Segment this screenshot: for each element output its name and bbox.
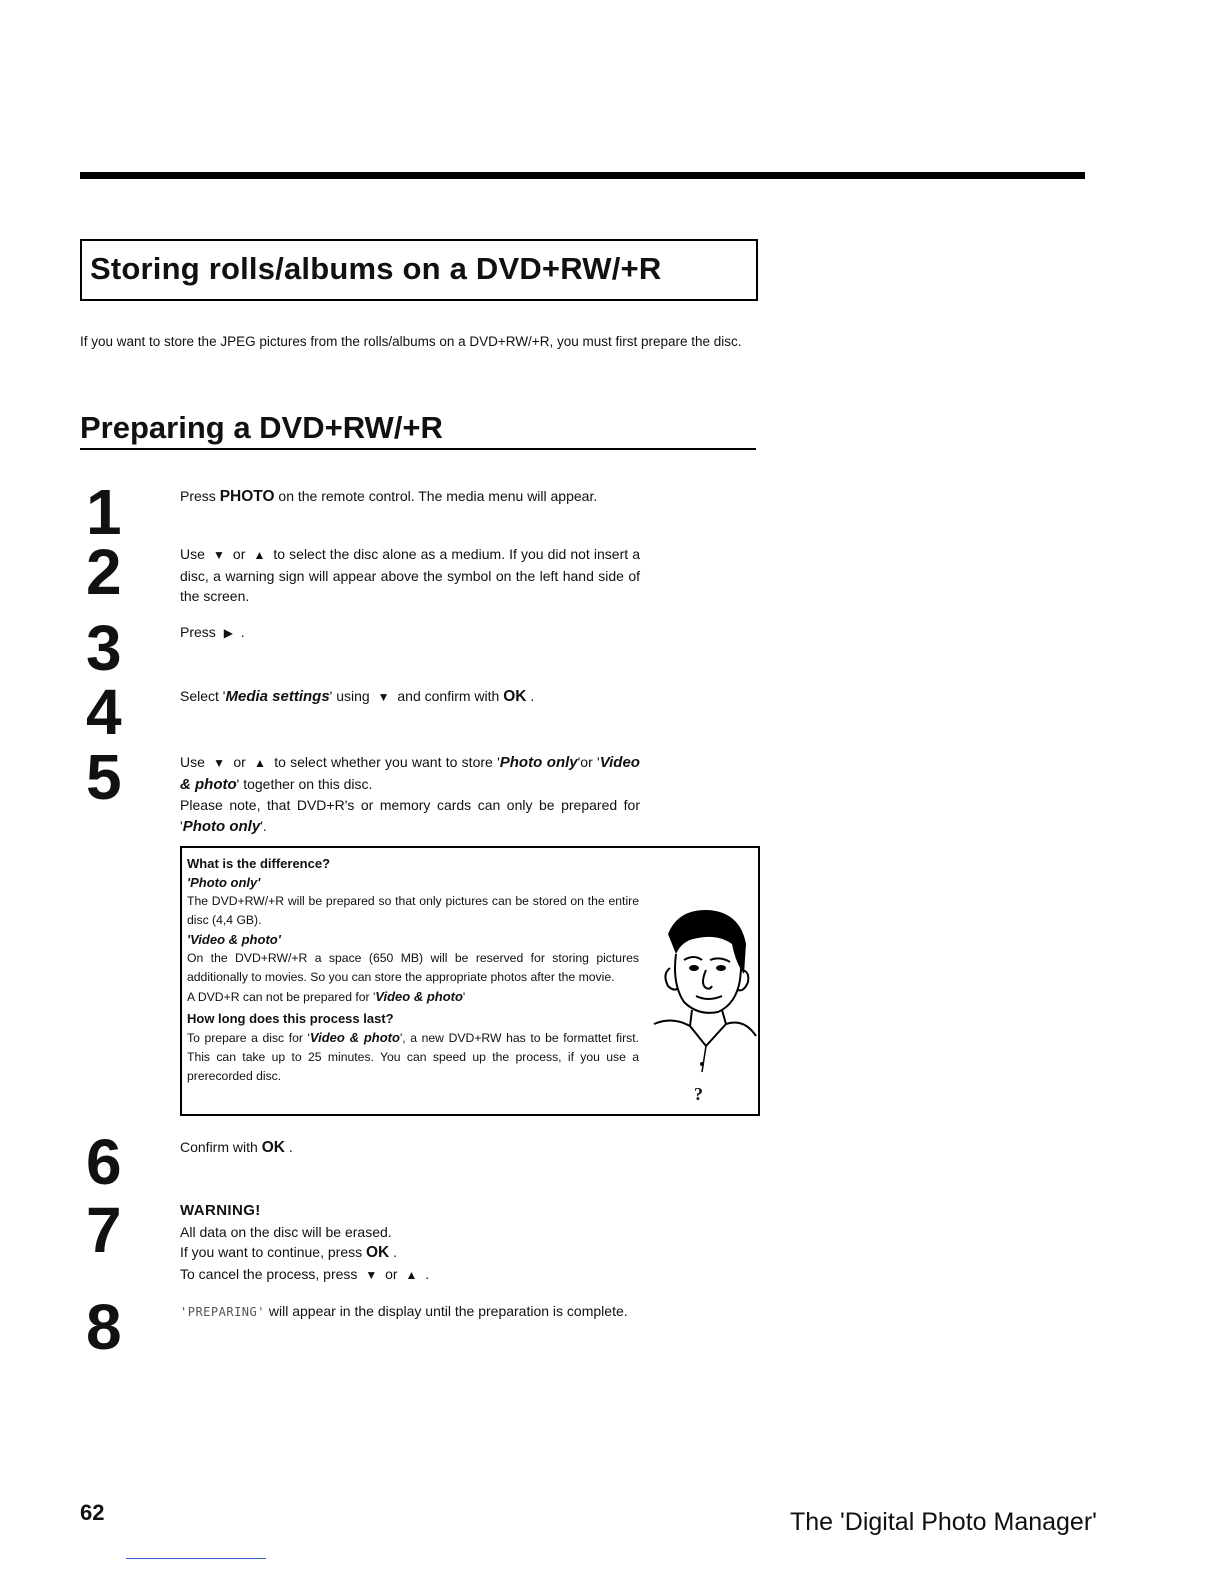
step-2-text: Use ▼ or ▲ to select the disc alone as a medium. If you did not insert a disc, a warning sign will appear above the symbol on the left hand side of the screen. (180, 546, 640, 604)
step-6-text: Confirm with OK . (180, 1139, 293, 1156)
lcd-display-text: 'PREPARING' (180, 1305, 265, 1319)
info-text: What is the difference? 'Photo only' The DVD+RW/+R will be prepared so that only pictures can be stored on the entire disc (4,4 GB). 'Video & photo' On the DVD+RW/+R a space (650 MB) will be reserved for storing pictures additionally to movies. So you can store the appropriate photos after the movie. A DVD+R can not be prepared for 'Video & photo' How long does this process last? To prepare a disc for 'Video & photo', a new DVD+RW has to be formattet first. This can take up to 25 minutes. You can speed up the process, if you use a prerecorded disc. (187, 856, 639, 1083)
step-4-text: Select 'Media settings' using ▼ and confirm with OK . (180, 686, 640, 708)
question-mark: ? (694, 1084, 703, 1104)
step-number-7: 7 (86, 1194, 122, 1266)
right-arrow-icon: ▶ (223, 626, 233, 640)
warning-label: WARNING! (180, 1202, 261, 1219)
step-number-4: 4 (86, 676, 122, 748)
down-arrow-icon: ▼ (365, 1267, 378, 1282)
title-box (80, 239, 758, 301)
info-box (180, 846, 760, 1116)
media-settings-label: Media settings (225, 688, 330, 705)
ok-key: OK (503, 688, 527, 705)
step-number-3: 3 (86, 612, 122, 684)
step-number-2: 2 (86, 536, 122, 608)
up-arrow-icon: ▲ (405, 1267, 418, 1282)
photo-key: PHOTO (219, 488, 275, 505)
up-arrow-icon: ▲ (253, 548, 266, 562)
step-1-text: Press PHOTO on the remote control. The media menu will appear. (180, 488, 598, 505)
step-3-text: Press ▶ . (180, 622, 640, 644)
section-heading: Preparing a DVD+RW/+R (80, 410, 756, 450)
ok-key: OK (261, 1139, 285, 1156)
ok-key: OK (366, 1244, 390, 1261)
up-arrow-icon: ▲ (254, 756, 266, 770)
intro-paragraph: If you want to store the JPEG pictures from the rolls/albums on a DVD+RW/+R, you must first prepare the disc. (80, 334, 742, 349)
info-question-2: How long does this process last? (187, 1011, 394, 1026)
step-7-text: WARNING! All data on the disc will be erased. If you want to continue, press OK . To cancel the process, press ▼ or ▲ . (180, 1201, 640, 1285)
bottom-link-line (126, 1558, 266, 1559)
page-number: 62 (80, 1500, 105, 1525)
info-question-1: What is the difference? (187, 856, 331, 871)
step-number-1: 1 (86, 476, 122, 548)
step-5-text: Use ▼ or ▲ to select whether you want to store 'Photo only'or 'Video & photo' together on this disc. Please note, that DVD+R's or memory cards can only be prepared for 'Photo only'. (180, 754, 640, 835)
top-rule (80, 172, 1085, 179)
thinking-man-icon (648, 904, 758, 1104)
down-arrow-icon: ▼ (213, 756, 226, 770)
step-number-6: 6 (86, 1126, 122, 1198)
down-arrow-icon: ▼ (377, 690, 390, 704)
step-number-8: 8 (86, 1291, 122, 1363)
step-number-5: 5 (86, 741, 122, 813)
down-arrow-icon: ▼ (212, 548, 225, 562)
step-8-text: 'PREPARING' will appear in the display until the preparation is complete. (180, 1303, 628, 1319)
footer-title: The 'Digital Photo Manager' (790, 1508, 1097, 1536)
page-title: Storing rolls/albums on a DVD+RW/+R (90, 251, 662, 286)
